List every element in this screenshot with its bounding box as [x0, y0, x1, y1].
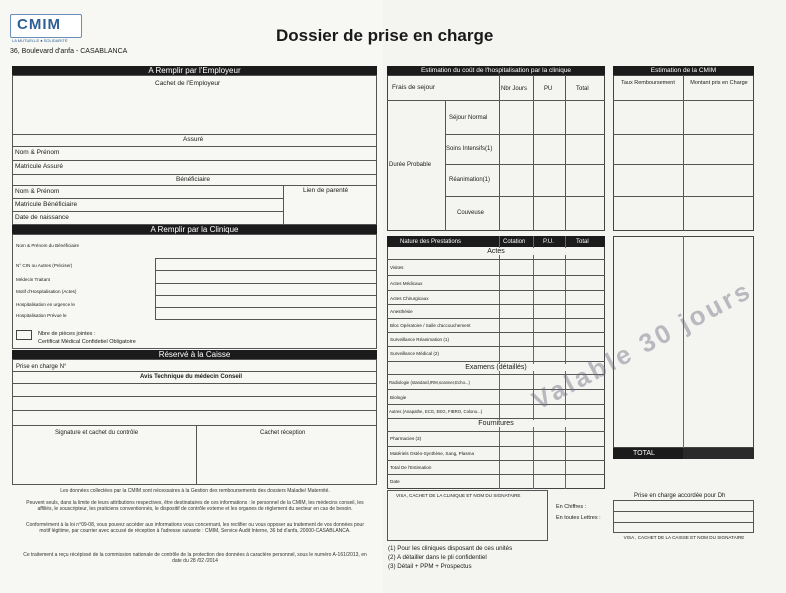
prest-col-nature: Nature des Prestations	[400, 239, 462, 245]
cmim-est-header: Estimation de la CMIM	[613, 66, 754, 75]
estimation-inputs[interactable]	[500, 101, 604, 230]
prise-en-charge-label: Prise en charge N°	[16, 364, 67, 370]
total-field[interactable]	[683, 448, 754, 459]
address: 36, Boulevard d'anfa - CASABLANCA	[10, 48, 128, 55]
visa-clinique: VISA, CACHET DE LA CLINIQUE ET NOM DU SIGNATAIRE	[396, 493, 521, 498]
assure-name-field[interactable]	[80, 147, 377, 159]
fourn-pharmacies: Pharmacies (3)	[390, 436, 422, 441]
caisse-header: Réservé à la Caisse	[12, 350, 377, 359]
duree-probable: Durée Probable	[389, 162, 432, 168]
beneficiaire-header: Bénéficiaire	[176, 176, 210, 183]
prest-col-cotation: Cotation	[503, 239, 526, 245]
note-2: (2) A détailler dans le pli confidentiel	[388, 554, 487, 561]
prest-col-total: Total	[576, 239, 589, 245]
clinique-field-cin: N° CIN ou Autres (Préciser)	[16, 263, 73, 268]
signature-controle: Signature et cachet du contrôle	[55, 430, 139, 436]
examens-header: Examens (détaillés)	[388, 364, 604, 371]
assure-matricule-field[interactable]	[80, 161, 377, 173]
clinique-field-prevue: Hospitalisation Prévue le	[16, 313, 67, 318]
legal-text-1: Les données collectées par la CMIM sont nécessaires à la Gestion des remboursements des dossiers Maladie/ Maternité.	[60, 488, 330, 494]
fourn-date: Date	[390, 479, 400, 484]
est-row-reanimation: Réanimation(1)	[449, 177, 491, 183]
validity-stamp: Valable 30 jours	[527, 274, 758, 416]
est-col-total: Total	[576, 86, 589, 92]
cachet-employeur: Cachet de l'Employeur	[155, 80, 221, 87]
clinique-field-nom: Nom & Prénom du Bénéficiaire	[16, 243, 80, 248]
fournitures-header: Fournitures	[388, 420, 604, 427]
avis-field[interactable]	[13, 384, 376, 424]
en-lettres-label: En toutes Lettres :	[556, 515, 601, 521]
clinique-field-urgence: Hospitalisation en urgence le	[16, 302, 75, 307]
estimation-header: Estimation du coût de l'hospitalisation par la clinique	[387, 66, 605, 75]
benef-fields-input[interactable]	[100, 186, 282, 224]
acte-chirurgicaux: Actes Chirurgicaux	[390, 296, 429, 301]
legal-text-2: Peuvent seuls, dans la limite de leurs attributions respectives, être destinataires de ces informations : le personnel de la CMIM, les médecins conseil, les affiliés, le souscripteur, les praticiens conventionnés, le dispositif de contrôle externe et les organes de règlement du secteur en cas de besoin.	[26, 500, 364, 513]
acte-surv-medical: Surveillance Médical (2)	[390, 351, 440, 356]
date-naissance-label: Date de naissance	[15, 214, 69, 221]
est-row-soins: Soins Intensifs(1)	[446, 146, 493, 152]
page-title: Dossier de prise en charge	[276, 26, 494, 45]
exam-autres: Autres (Anapathe, ECG, EEG, FIBRO, Colono...)	[389, 409, 483, 414]
est-row-sejour: Séjour Normal	[449, 115, 488, 121]
acte-bloc: Bloc Opératoire / Salle d'accouchement	[390, 323, 471, 328]
lien-parente-label: Lien de parenté	[303, 187, 349, 194]
benef-matricule-label: Matricule Bénéficiaire	[15, 201, 78, 208]
assure-header: Assuré	[183, 136, 204, 143]
visa-caisse: VISA , CACHET DE LA CAISSE ET NOM DU SIGNATAIRE	[623, 535, 745, 540]
prise-en-charge-field[interactable]	[80, 362, 376, 371]
clinique-field-medecin: Médecin Traitant	[16, 277, 50, 282]
acte-surv-reanimation: Surveillance Réanimation (1)	[390, 337, 449, 342]
clinique-fields-input[interactable]	[156, 244, 376, 319]
est-col-jours: Nbr Jours	[501, 86, 528, 92]
exam-radiologie: Radiologie (standard,IRM,scanner,Echo...)	[389, 380, 470, 385]
employeur-header: A Remplir par l'Employeur	[12, 66, 377, 75]
pieces-jointes-checkbox[interactable]	[16, 330, 32, 340]
avis-technique: Avis Technique du médecin Conseil	[140, 374, 243, 380]
prise-accordee-label: Prise en charge accordée pour Dh	[634, 493, 726, 499]
cachet-reception: Cachet réception	[260, 430, 306, 436]
exam-biologie: Biologie	[390, 395, 407, 400]
clinique-field-motif: Motif d'Hospitalisation (Actes)	[16, 289, 77, 294]
assure-matricule-label: Matricule Assuré	[15, 163, 64, 170]
fourn-materiels: Matériels Ostéo-Synthèse, Sang, Plasma	[390, 451, 475, 456]
logo-text: CMIM	[17, 16, 61, 33]
acte-medicaux: Actes Médicaux	[390, 281, 423, 286]
en-chiffres-label: En Chiffres :	[556, 504, 587, 510]
prest-col-pu: P.U.	[543, 239, 554, 245]
logo-subtitle: LA MUTUELLE ● SOLIDARITÉ	[12, 38, 68, 43]
total-label: TOTAL	[633, 450, 655, 457]
assure-name-label: Nom & Prénom	[15, 149, 60, 156]
legal-text-3: Conformément à la loi n°09-08, vous pouvez accéder aux informations vous concernant, les rectifier ou vous opposer au traitement de vos données pour motif légitime, par courrier avec accusé de réception à l'adresse suivante : CMIM, Service Audit Interne, 36 bd d'anfa, 20000-CASABLANCA.	[25, 522, 365, 535]
fourn-total: Total De l'Estimation	[390, 465, 432, 470]
est-row-couveuse: Couveuse	[457, 210, 485, 216]
note-3: (3) Détail + PPM + Prospectus	[388, 563, 472, 570]
est-col-frais: Frais de sejour	[392, 84, 435, 91]
cmim-logo	[10, 14, 80, 44]
actes-header: Actes	[388, 248, 604, 255]
acte-visites: Visites	[390, 265, 404, 270]
cmim-col-taux: Taux Remboursement	[621, 80, 675, 86]
note-1: (1) Pour les cliniques disposant de ces unités	[388, 545, 513, 552]
prise-accordee-box[interactable]	[613, 500, 754, 533]
cmim-est-inputs[interactable]	[614, 101, 753, 230]
pieces-jointes-label: Nbre de pièces jointes :	[38, 331, 96, 337]
acte-anesthesie: Anesthésie	[390, 309, 413, 314]
legal-text-4: Ce traitement a reçu récépissé de la commission nationale de contrôle de la protection des données à caractère personnel, sous le numéro A-161/2013, en date du 28 /02 /2014	[23, 552, 367, 565]
benef-name-label: Nom & Prénom	[15, 188, 60, 195]
est-col-pu: PU	[544, 86, 553, 92]
cmim-col-montant: Montant pris en Charge	[690, 80, 748, 86]
clinique-header: A Remplir par la Clinique	[12, 225, 377, 234]
pieces-jointes-item: Certificat Médical Confidetiel Obligatoire	[38, 339, 136, 345]
